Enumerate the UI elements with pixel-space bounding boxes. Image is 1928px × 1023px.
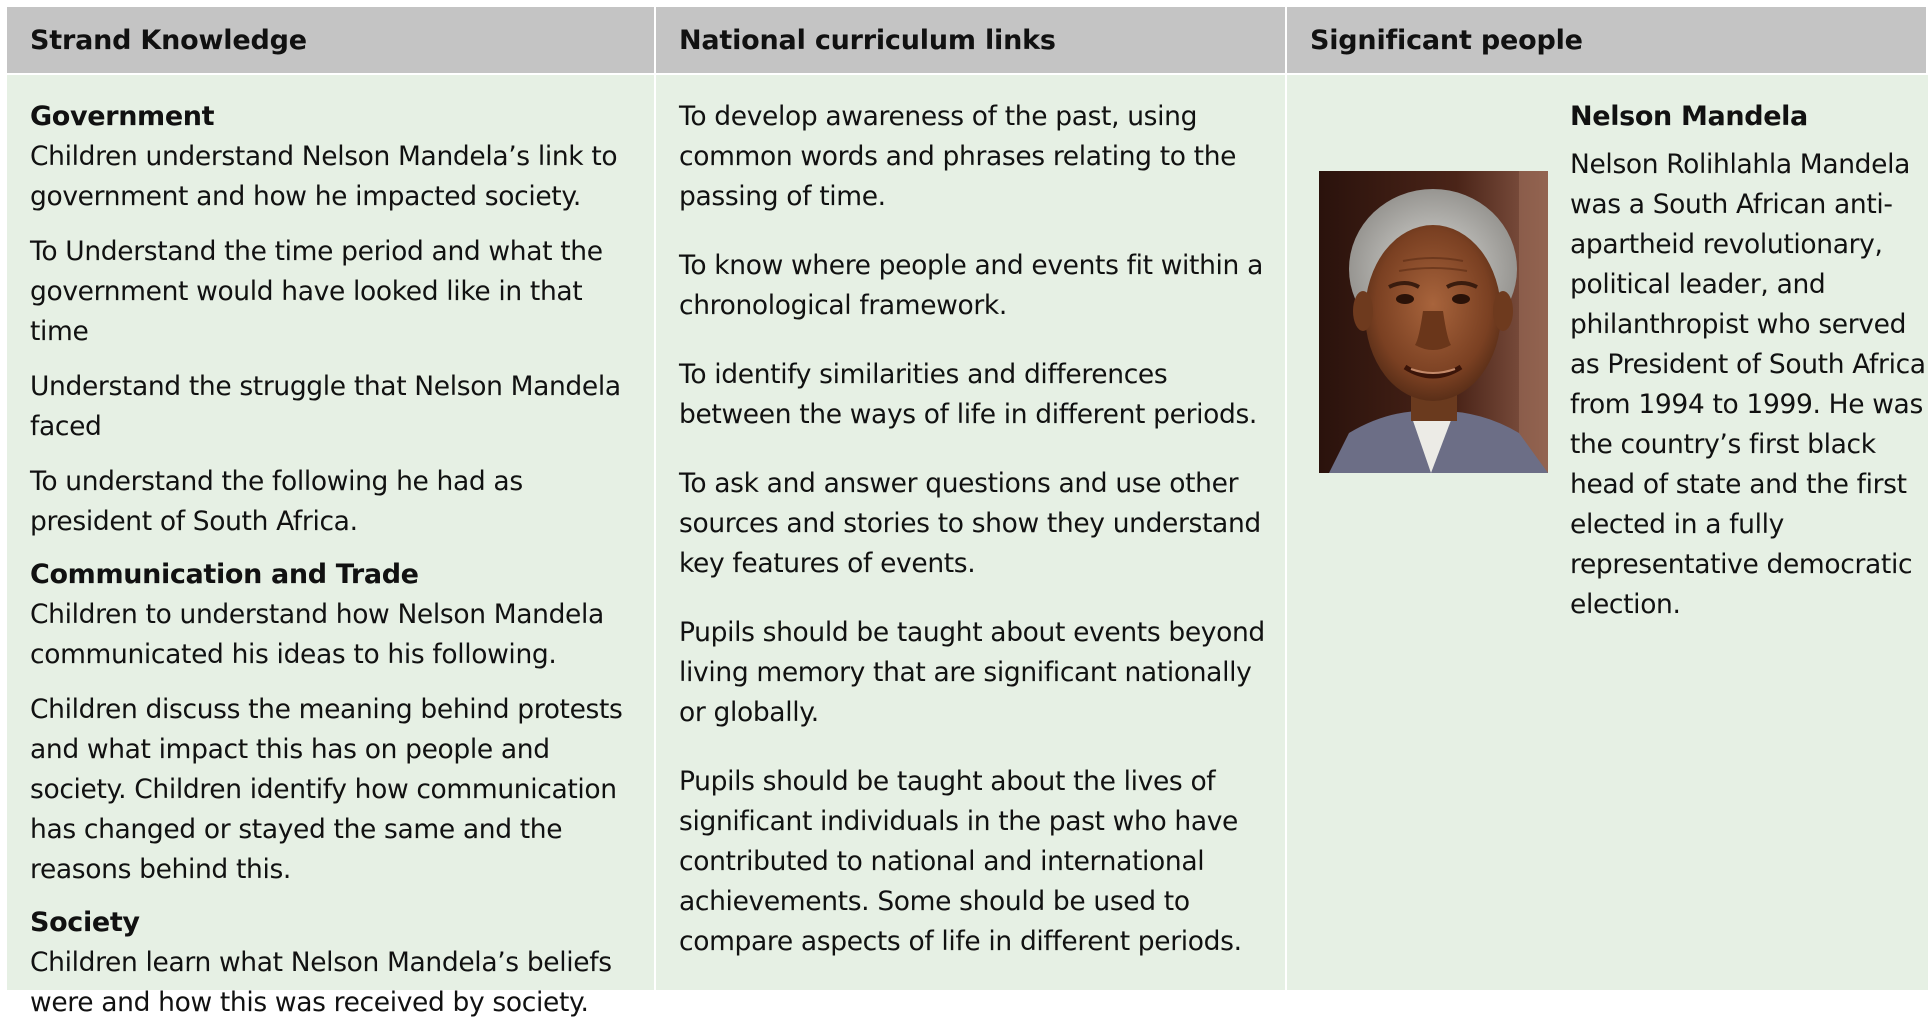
person-profile xyxy=(1570,97,1926,625)
significant-people-cell xyxy=(1287,75,1928,990)
government-text-3: Understand the struggle that Nelson Mandela faced xyxy=(30,371,621,442)
government-text-4: To understand the following he had as president of South Africa. xyxy=(30,466,523,537)
strand-knowledge-cell xyxy=(7,75,656,1018)
section-government xyxy=(30,97,640,542)
section-communication xyxy=(30,555,640,890)
curriculum-item: To develop awareness of the past, using common words and phrases relating to the passing of time. xyxy=(679,101,1237,212)
society-text-1: Children learn what Nelson Mandela’s beliefs were and how this was received by society. xyxy=(30,947,612,1018)
curriculum-item: Pupils should be taught about the lives of significant individuals in the past who have contributed to national and international achievements. Some should be used to compare aspects of life in different periods. xyxy=(679,766,1242,957)
curriculum-item: To ask and answer questions and use other sources and stories to show they understand key features of events. xyxy=(679,468,1261,579)
section-title-society: Society xyxy=(30,907,140,938)
section-title-communication: Communication and Trade xyxy=(30,559,419,590)
person-bio: Nelson Rolihlahla Mandela was a South African anti-apartheid revolutionary, political leader, and philanthropist who served as President of South Africa from 1994 to 1999. He was the country’s first black head of state and the first elected in a fully representative democratic election. xyxy=(1570,149,1926,620)
curriculum-item: Pupils should be taught about events beyond living memory that are significant nationally or globally. xyxy=(679,617,1265,728)
header-curriculum-links: National curriculum links xyxy=(656,7,1287,75)
government-text-2: To Understand the time period and what the government would have looked like in that time xyxy=(30,236,603,347)
portrait-photo xyxy=(1319,171,1548,473)
topic-table xyxy=(7,7,1928,1018)
communication-text-1: Children to understand how Nelson Mandela communicated his ideas to his following. xyxy=(30,599,604,670)
communication-text-2: Children discuss the meaning behind protests and what impact this has on people and society. Children identify how communication has changed or stayed the same and the reasons behind this. xyxy=(30,694,623,885)
curriculum-item: To identify similarities and differences between the ways of life in different periods. xyxy=(679,359,1258,430)
header-strand-knowledge: Strand Knowledge xyxy=(7,7,656,75)
section-title-government: Government xyxy=(30,101,215,132)
government-text-1: Children understand Nelson Mandela’s link to government and how he impacted society. xyxy=(30,141,618,212)
header-significant-people: Significant people xyxy=(1287,7,1928,75)
curriculum-links-cell xyxy=(656,75,1287,990)
person-name: Nelson Mandela xyxy=(1570,101,1808,132)
section-society xyxy=(30,903,640,1023)
curriculum-item: To know where people and events fit within a chronological framework. xyxy=(679,250,1263,321)
